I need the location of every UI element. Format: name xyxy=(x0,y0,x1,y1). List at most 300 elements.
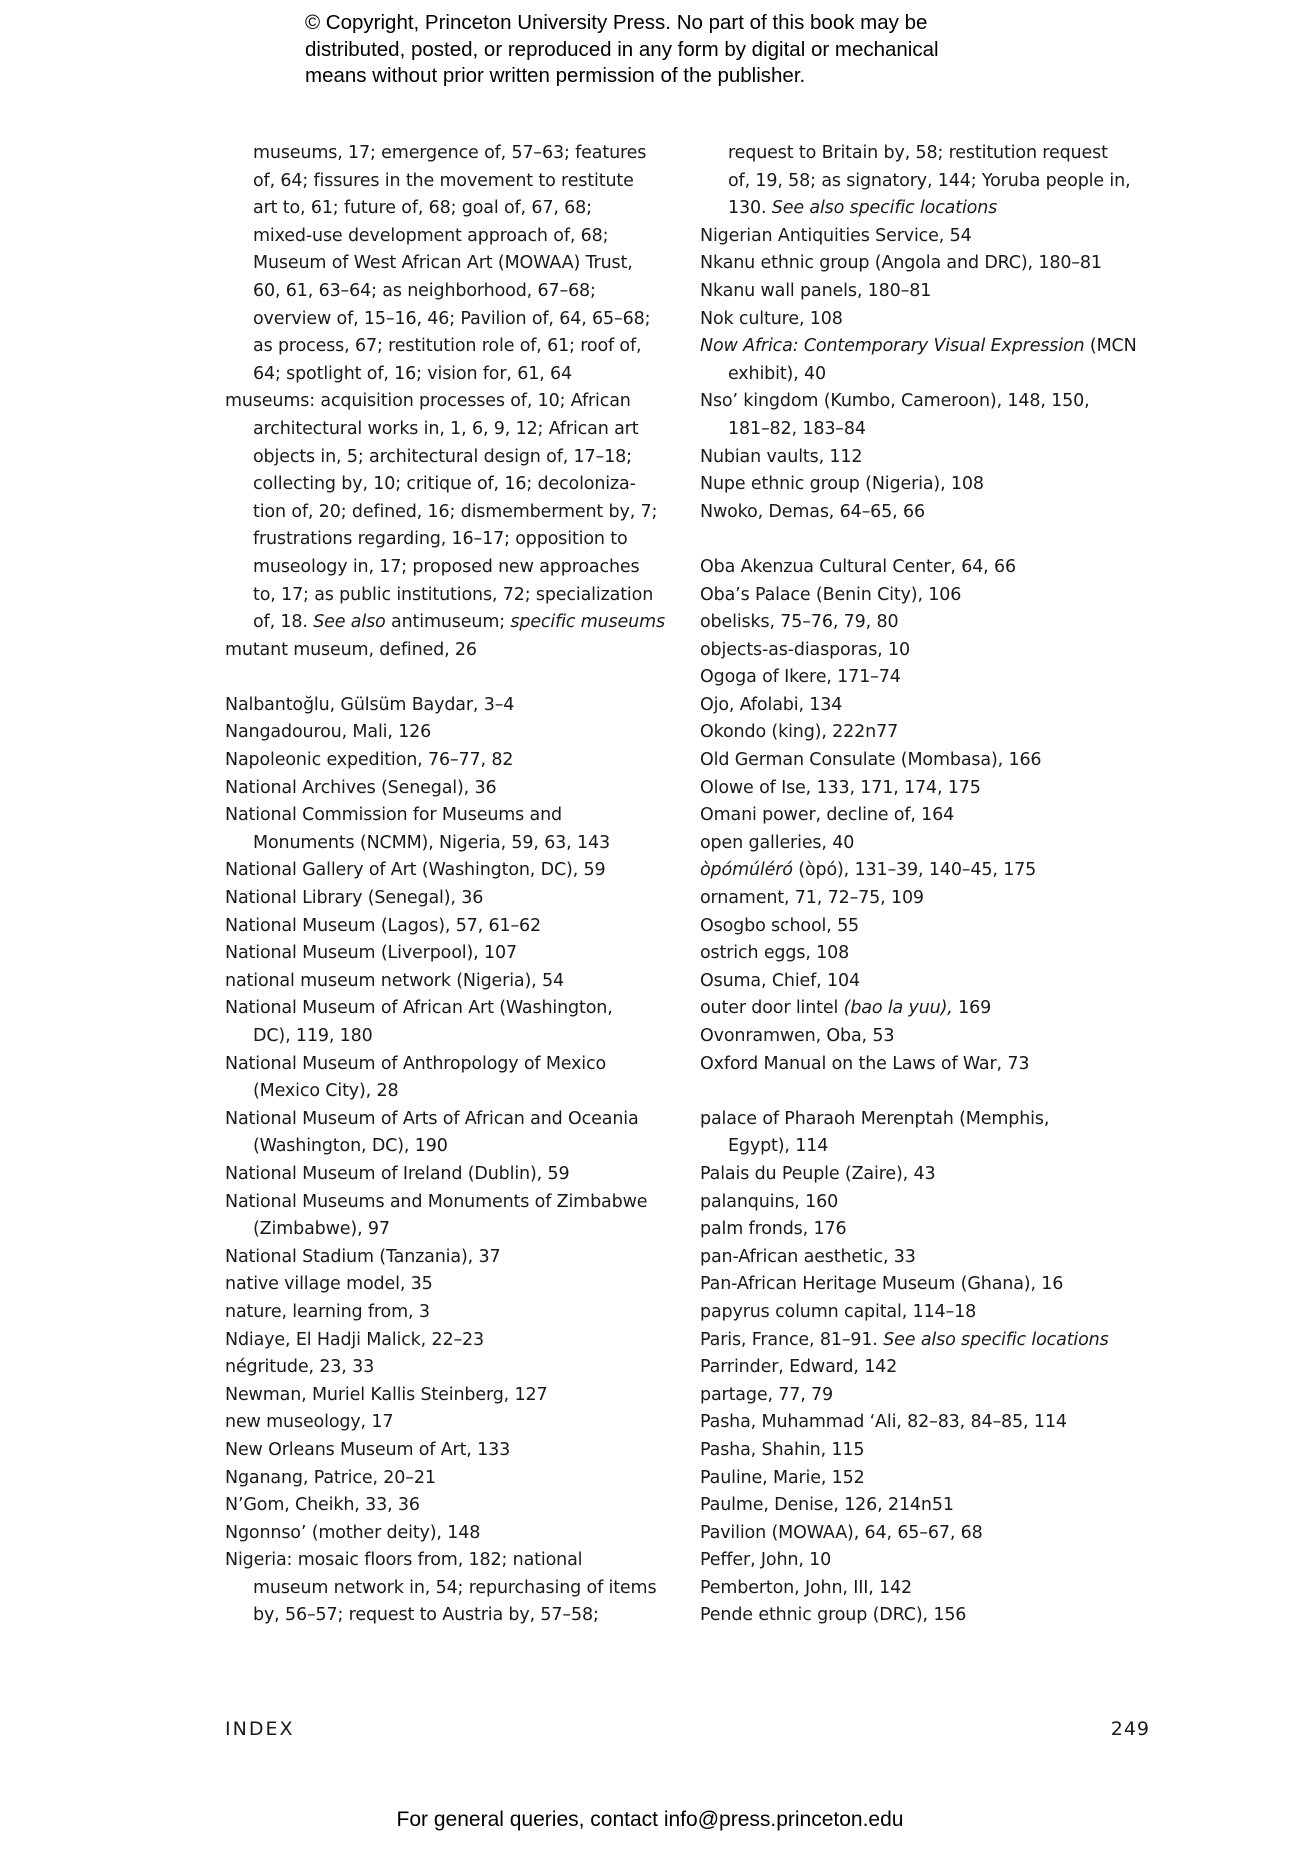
entry-text: Okondo (king), 222n77 xyxy=(700,722,899,743)
index-entry xyxy=(700,1602,1160,1630)
index-entry-line xyxy=(700,1409,1160,1437)
index-entry xyxy=(700,499,1160,527)
index-entry-line xyxy=(700,554,1160,582)
contact-footer: For general queries, contact info@press.princeton.edu xyxy=(396,1808,904,1831)
index-entry xyxy=(700,1382,1160,1410)
index-entry xyxy=(700,444,1160,472)
entry-text: National Museum of Arts of African and Oceania xyxy=(225,1108,639,1129)
entry-text: (MCN xyxy=(1084,336,1137,357)
index-entry-line xyxy=(700,1354,1160,1382)
entry-text: Nangadourou, Mali, 126 xyxy=(225,722,432,743)
entry-text: of, 18. xyxy=(253,612,314,633)
index-entry-line xyxy=(225,1271,685,1299)
entry-text: ostrich eggs, 108 xyxy=(700,943,850,964)
index-entry xyxy=(700,637,1160,665)
index-entry xyxy=(700,719,1160,747)
copyright-line: means without prior written permission of the publisher. xyxy=(305,64,806,87)
entry-text: Nganang, Patrice, 20–21 xyxy=(225,1467,436,1488)
entry-text: palace of Pharaoh Merenptah (Memphis, xyxy=(700,1108,1050,1129)
index-entry xyxy=(700,940,1160,968)
index-entry-line xyxy=(225,1437,685,1465)
index-entry xyxy=(225,140,685,388)
entry-text: Nupe ethnic group (Nigeria), 108 xyxy=(700,474,984,495)
index-entry-line xyxy=(700,471,1160,499)
index-entry xyxy=(700,1437,1160,1465)
index-entry-line xyxy=(225,775,685,803)
index-entry xyxy=(700,1409,1160,1437)
entry-text: mutant museum, defined, 26 xyxy=(225,639,477,660)
index-entry xyxy=(700,306,1160,334)
entry-italic-text: specific museums xyxy=(510,612,665,633)
entry-text: Pemberton, John, III, 142 xyxy=(700,1577,913,1598)
entry-text: Nkanu ethnic group (Angola and DRC), 180–81 xyxy=(700,253,1102,274)
entry-text: Monuments (NCMM), Nigeria, 59, 63, 143 xyxy=(253,832,610,853)
index-entry-line xyxy=(700,968,1160,996)
page-number: 249 xyxy=(1110,1718,1150,1740)
index-entry xyxy=(225,1520,685,1548)
entry-text: 130. xyxy=(728,198,772,219)
entry-text: of, 64; fissures in the movement to restitute xyxy=(253,170,634,191)
entry-text: Egypt), 114 xyxy=(728,1136,829,1157)
index-entry-line xyxy=(700,1106,1160,1134)
entry-text: 181–82, 183–84 xyxy=(728,418,866,439)
index-entry-continuation xyxy=(225,1078,685,1106)
entry-text: Pende ethnic group (DRC), 156 xyxy=(700,1605,967,1626)
entry-text: (Mexico City), 28 xyxy=(253,1081,399,1102)
entry-text: Pavilion (MOWAA), 64, 65–67, 68 xyxy=(700,1522,983,1543)
entry-italic-text: See also specific locations xyxy=(883,1329,1109,1350)
entry-text: Napoleonic expedition, 76–77, 82 xyxy=(225,750,514,771)
index-entry xyxy=(700,1354,1160,1382)
index-entry xyxy=(700,250,1160,278)
entry-text: museology in, 17; proposed new approaches xyxy=(253,556,640,577)
index-entry-line xyxy=(700,1382,1160,1410)
entry-text: National Museum of Ireland (Dublin), 59 xyxy=(225,1163,570,1184)
index-entry-line xyxy=(225,1492,685,1520)
index-entry xyxy=(700,1161,1160,1189)
entry-text: National Gallery of Art (Washington, DC), 59 xyxy=(225,860,606,881)
letter-section-gap xyxy=(700,526,1160,554)
entry-text: N’Gom, Cheikh, 33, 36 xyxy=(225,1495,420,1516)
index-entry-line xyxy=(700,692,1160,720)
index-entry-line xyxy=(700,1492,1160,1520)
index-entry xyxy=(700,1271,1160,1299)
entry-text: Olowe of Ise, 133, 171, 174, 175 xyxy=(700,777,981,798)
entry-italic-text: See also xyxy=(313,612,386,633)
index-entry xyxy=(700,830,1160,858)
index-entry-line xyxy=(700,1520,1160,1548)
index-entry-continuation xyxy=(225,444,685,472)
entry-text: Ovonramwen, Oba, 53 xyxy=(700,1026,895,1046)
index-entry xyxy=(700,775,1160,803)
index-entry-continuation xyxy=(225,609,685,637)
index-entry-continuation xyxy=(700,361,1160,389)
entry-text: Nigerian Antiquities Service, 54 xyxy=(700,225,972,246)
index-entry-line xyxy=(700,1465,1160,1493)
entry-text: Oba Akenzua Cultural Center, 64, 66 xyxy=(700,556,1016,577)
entry-text: Oba’s Palace (Benin City), 106 xyxy=(700,584,962,605)
index-entry xyxy=(225,1492,685,1520)
index-entry-line xyxy=(700,499,1160,527)
index-entry xyxy=(700,913,1160,941)
index-entry xyxy=(225,719,685,747)
index-entry-line xyxy=(225,1354,685,1382)
index-entry xyxy=(225,995,685,1050)
entry-text: overview of, 15–16, 46; Pavilion of, 64, 65–68; xyxy=(253,308,651,329)
entry-text: palm fronds, 176 xyxy=(700,1219,847,1240)
index-entry-line xyxy=(225,802,685,830)
index-entry-line xyxy=(700,1161,1160,1189)
index-entry-line xyxy=(700,444,1160,472)
entry-text: 64; spotlight of, 16; vision for, 61, 64 xyxy=(253,363,572,384)
index-entry-line xyxy=(700,664,1160,692)
index-entry-line xyxy=(700,1244,1160,1272)
entry-italic-text: See also specific locations xyxy=(771,198,998,219)
index-entry xyxy=(700,1520,1160,1548)
entry-text: (Washington, DC), 190 xyxy=(253,1136,448,1157)
entry-text: Nso’ kingdom (Kumbo, Cameroon), 148, 150, xyxy=(700,391,1090,412)
index-entry-line xyxy=(225,1465,685,1493)
index-entry-line xyxy=(700,1051,1160,1079)
index-entry-line xyxy=(225,388,685,416)
entry-text: Newman, Muriel Kallis Steinberg, 127 xyxy=(225,1384,548,1405)
index-entry xyxy=(225,1327,685,1355)
index-entry-line xyxy=(225,885,685,913)
index-entry-line xyxy=(700,250,1160,278)
entry-text: as process, 67; restitution role of, 61; roof of, xyxy=(253,336,642,357)
index-entry xyxy=(225,1354,685,1382)
entry-text: National Museums and Monuments of Zimbabwe xyxy=(225,1191,648,1212)
index-entry-continuation xyxy=(700,140,1160,168)
entry-text: frustrations regarding, 16–17; opposition to xyxy=(253,529,628,550)
entry-text: National Museum of Anthropology of Mexico xyxy=(225,1053,607,1074)
index-entry xyxy=(700,747,1160,775)
entry-text: to, 17; as public institutions, 72; specialization xyxy=(253,584,654,605)
index-entry-continuation xyxy=(225,526,685,554)
index-entry xyxy=(225,1382,685,1410)
index-entry-line xyxy=(225,1244,685,1272)
entry-text: Ngonnso’ (mother deity), 148 xyxy=(225,1522,481,1543)
index-entry xyxy=(225,747,685,775)
entry-text: museums: acquisition processes of, 10; African xyxy=(225,391,631,412)
index-entry xyxy=(225,1051,685,1106)
index-entry-line xyxy=(225,747,685,775)
entry-text: Museum of West African Art (MOWAA) Trust, xyxy=(253,253,633,274)
index-entry-line xyxy=(700,278,1160,306)
index-entry-continuation xyxy=(225,223,685,251)
index-entry xyxy=(225,968,685,996)
entry-text: new museology, 17 xyxy=(225,1412,394,1433)
copyright-line: © Copyright, Princeton University Press. No part of this book may be xyxy=(305,11,928,34)
entry-text: Nigeria: mosaic floors from, 182; national xyxy=(225,1550,583,1571)
index-entry-line xyxy=(700,719,1160,747)
index-entry-continuation xyxy=(225,250,685,278)
index-entry xyxy=(700,1189,1160,1217)
index-entry-line xyxy=(700,388,1160,416)
entry-text: Oxford Manual on the Laws of War, 73 xyxy=(700,1053,1030,1074)
entry-text: Ndiaye, El Hadji Malick, 22–23 xyxy=(225,1329,485,1350)
index-entry-line xyxy=(700,857,1160,885)
entry-text: National Commission for Museums and xyxy=(225,805,563,826)
index-entry-line xyxy=(225,719,685,747)
copyright-line: distributed, posted, or reproduced in any form by digital or mechanical xyxy=(305,37,939,61)
entry-text: Osuma, Chief, 104 xyxy=(700,970,860,991)
index-entry xyxy=(225,1161,685,1189)
index-entry-line xyxy=(225,692,685,720)
index-entry-line xyxy=(225,1161,685,1189)
entry-text: Osogbo school, 55 xyxy=(700,915,860,936)
index-entry-continuation xyxy=(225,582,685,610)
index-entry-line xyxy=(700,802,1160,830)
index-entry-line xyxy=(225,1106,685,1134)
index-entry xyxy=(700,857,1160,885)
entry-text: native village model, 35 xyxy=(225,1274,433,1295)
index-entry-line xyxy=(700,775,1160,803)
entry-text: open galleries, 40 xyxy=(700,832,855,853)
index-entry-line xyxy=(700,1023,1160,1051)
entry-text: (Zimbabwe), 97 xyxy=(253,1219,390,1240)
index-entry-line xyxy=(225,1547,685,1575)
index-entry xyxy=(225,885,685,913)
index-entry-line xyxy=(700,1602,1160,1630)
entry-text: architectural works in, 1, 6, 9, 12; African art xyxy=(253,418,639,439)
index-entry xyxy=(700,471,1160,499)
entry-text: Pan-African Heritage Museum (Ghana), 16 xyxy=(700,1274,1064,1295)
index-entry xyxy=(700,582,1160,610)
index-entry xyxy=(700,554,1160,582)
index-entry-line xyxy=(700,940,1160,968)
index-entry xyxy=(225,637,685,665)
entry-text: Nubian vaults, 112 xyxy=(700,446,863,467)
index-entry xyxy=(225,1437,685,1465)
entry-text: Nwoko, Demas, 64–65, 66 xyxy=(700,501,925,522)
index-entry-continuation xyxy=(225,1216,685,1244)
index-entry xyxy=(225,1299,685,1327)
index-column-right xyxy=(700,140,1160,1630)
entry-text: collecting by, 10; critique of, 16; decoloniza- xyxy=(253,474,636,495)
entry-italic-text: Now Africa: Contemporary Visual Expression xyxy=(700,336,1085,357)
index-entry-line xyxy=(700,1299,1160,1327)
index-entry-continuation xyxy=(225,1602,685,1630)
entry-text: Omani power, decline of, 164 xyxy=(700,805,955,826)
entry-text: objects-as-diasporas, 10 xyxy=(700,639,910,660)
index-entry xyxy=(225,1547,685,1630)
entry-text: Paris, France, 81–91. xyxy=(700,1329,884,1350)
index-entry-line xyxy=(700,1327,1160,1355)
index-entry xyxy=(225,388,685,636)
entry-italic-text: (bao la yuu), xyxy=(843,998,953,1019)
index-entry xyxy=(225,1106,685,1161)
index-entry-line xyxy=(700,637,1160,665)
index-entry-continuation xyxy=(225,168,685,196)
entry-text: museum network in, 54; repurchasing of items xyxy=(253,1577,657,1598)
index-entry xyxy=(225,940,685,968)
entry-text: Old German Consulate (Mombasa), 166 xyxy=(700,750,1042,771)
index-entry xyxy=(700,664,1160,692)
index-entry-continuation xyxy=(225,140,685,168)
index-entry-line xyxy=(700,333,1160,361)
entry-text: partage, 77, 79 xyxy=(700,1384,834,1405)
index-entry-line xyxy=(225,1520,685,1548)
index-entry-line xyxy=(700,1271,1160,1299)
index-entry xyxy=(700,995,1160,1023)
index-entry-line xyxy=(225,995,685,1023)
entry-text: Palais du Peuple (Zaire), 43 xyxy=(700,1163,936,1184)
index-entry xyxy=(225,857,685,885)
entry-text: 60, 61, 63–64; as neighborhood, 67–68; xyxy=(253,280,596,301)
entry-text: Nok culture, 108 xyxy=(700,308,843,329)
index-entry xyxy=(700,1299,1160,1327)
index-entry-continuation xyxy=(225,278,685,306)
entry-text: of, 19, 58; as signatory, 144; Yoruba people in, xyxy=(728,170,1131,191)
entry-text: Peffer, John, 10 xyxy=(700,1550,832,1571)
index-entry xyxy=(700,1465,1160,1493)
entry-text: ornament, 71, 72–75, 109 xyxy=(700,888,924,909)
index-entry-line xyxy=(700,582,1160,610)
index-entry xyxy=(700,1547,1160,1575)
entry-text: (òpó), 131–39, 140–45, 175 xyxy=(792,860,1037,881)
index-entry-line xyxy=(700,830,1160,858)
index-entry-line xyxy=(700,885,1160,913)
index-entry-continuation xyxy=(700,168,1160,196)
entry-text: National Museum (Lagos), 57, 61–62 xyxy=(225,915,542,936)
entry-text: nature, learning from, 3 xyxy=(225,1301,430,1322)
index-entry-line xyxy=(700,1216,1160,1244)
index-entry-line xyxy=(700,1189,1160,1217)
entry-text: objects in, 5; architectural design of, 17–18; xyxy=(253,446,632,467)
index-entry xyxy=(700,223,1160,251)
section-label: INDEX xyxy=(225,1718,295,1740)
entry-text: national museum network (Nigeria), 54 xyxy=(225,970,564,991)
index-entry xyxy=(700,140,1160,223)
entry-text: Pasha, Shahin, 115 xyxy=(700,1439,865,1460)
entry-text: Nalbantoğlu, Gülsüm Baydar, 3–4 xyxy=(225,694,515,715)
entry-text: pan-African aesthetic, 33 xyxy=(700,1246,916,1267)
index-column-left xyxy=(225,140,685,1630)
entry-text: Pauline, Marie, 152 xyxy=(700,1467,865,1488)
index-entry-line xyxy=(700,995,1160,1023)
entry-text: papyrus column capital, 114–18 xyxy=(700,1301,977,1322)
entry-text: National Museum (Liverpool), 107 xyxy=(225,943,517,964)
index-entry-line xyxy=(225,857,685,885)
index-entry-line xyxy=(225,913,685,941)
index-entry-line xyxy=(225,1299,685,1327)
entry-text: by, 56–57; request to Austria by, 57–58; xyxy=(253,1605,599,1626)
index-entry-continuation xyxy=(700,1133,1160,1161)
entry-text: palanquins, 160 xyxy=(700,1191,839,1212)
index-entry xyxy=(700,692,1160,720)
index-entry xyxy=(225,1409,685,1437)
entry-text: National Archives (Senegal), 36 xyxy=(225,777,497,798)
index-entry xyxy=(225,1244,685,1272)
entry-text: exhibit), 40 xyxy=(728,363,827,384)
index-entry xyxy=(700,1216,1160,1244)
index-entry-line xyxy=(700,223,1160,251)
letter-section-gap xyxy=(225,664,685,692)
index-entry-line xyxy=(700,306,1160,334)
index-entry xyxy=(225,1189,685,1244)
index-entry-continuation xyxy=(225,1023,685,1051)
index-entry xyxy=(700,1051,1160,1079)
entry-text: DC), 119, 180 xyxy=(253,1026,373,1046)
entry-text: art to, 61; future of, 68; goal of, 67, 68; xyxy=(253,198,592,219)
letter-section-gap xyxy=(700,1078,1160,1106)
index-entry xyxy=(700,1023,1160,1051)
index-entry xyxy=(225,692,685,720)
index-entry xyxy=(225,1271,685,1299)
index-entry xyxy=(700,1327,1160,1355)
index-entry-continuation xyxy=(225,499,685,527)
index-entry-continuation xyxy=(225,830,685,858)
index-entry-line xyxy=(225,1382,685,1410)
index-entry-continuation xyxy=(225,554,685,582)
index-entry xyxy=(700,609,1160,637)
index-entry-line xyxy=(225,1327,685,1355)
entry-text: obelisks, 75–76, 79, 80 xyxy=(700,612,899,633)
index-entry-line xyxy=(225,637,685,665)
index-entry-line xyxy=(225,968,685,996)
index-entry-continuation xyxy=(225,1575,685,1603)
entry-text: Paulme, Denise, 126, 214n51 xyxy=(700,1495,954,1516)
index-entry-line xyxy=(700,1547,1160,1575)
entry-text: museums, 17; emergence of, 57–63; features xyxy=(253,143,647,163)
index-entry-line xyxy=(700,1575,1160,1603)
index-entry xyxy=(700,1575,1160,1603)
index-entry xyxy=(700,388,1160,443)
entry-text: New Orleans Museum of Art, 133 xyxy=(225,1439,511,1460)
index-entry-line xyxy=(700,747,1160,775)
entry-italic-text: òpómúléró xyxy=(700,860,793,881)
index-entry-continuation xyxy=(225,195,685,223)
index-entry xyxy=(225,775,685,803)
entry-text: antimuseum; xyxy=(385,612,511,633)
index-entry xyxy=(700,1106,1160,1161)
entry-text: National Stadium (Tanzania), 37 xyxy=(225,1246,501,1267)
entry-text: Ojo, Afolabi, 134 xyxy=(700,694,843,715)
index-entry-continuation xyxy=(225,333,685,361)
entry-text: négritude, 23, 33 xyxy=(225,1357,375,1378)
index-entry-continuation xyxy=(225,361,685,389)
index-entry xyxy=(225,1465,685,1493)
index-entry-line xyxy=(225,940,685,968)
index-entry-line xyxy=(700,609,1160,637)
entry-text: National Library (Senegal), 36 xyxy=(225,888,484,909)
index-entry-continuation xyxy=(225,306,685,334)
index-entry-continuation xyxy=(225,416,685,444)
index-entry xyxy=(700,1244,1160,1272)
entry-text: Parrinder, Edward, 142 xyxy=(700,1357,898,1378)
entry-text: Ogoga of Ikere, 171–74 xyxy=(700,667,901,688)
entry-text: request to Britain by, 58; restitution request xyxy=(728,143,1108,163)
index-entry-continuation xyxy=(225,1133,685,1161)
index-entry xyxy=(700,1492,1160,1520)
copyright-notice xyxy=(305,10,1065,90)
index-entry-continuation xyxy=(225,471,685,499)
index-entry-line xyxy=(225,1409,685,1437)
index-entry-line xyxy=(700,1437,1160,1465)
entry-text: tion of, 20; defined, 16; dismemberment by, 7; xyxy=(253,501,658,522)
entry-text: National Museum of African Art (Washington, xyxy=(225,998,613,1019)
entry-text: outer door lintel xyxy=(700,998,844,1019)
entry-text: mixed-use development approach of, 68; xyxy=(253,225,609,246)
index-entry xyxy=(700,885,1160,913)
entry-text: 169 xyxy=(952,998,992,1019)
index-entry-continuation xyxy=(700,416,1160,444)
index-entry xyxy=(700,278,1160,306)
index-entry-line xyxy=(225,1051,685,1079)
index-entry-line xyxy=(225,1189,685,1217)
index-entry xyxy=(700,333,1160,388)
